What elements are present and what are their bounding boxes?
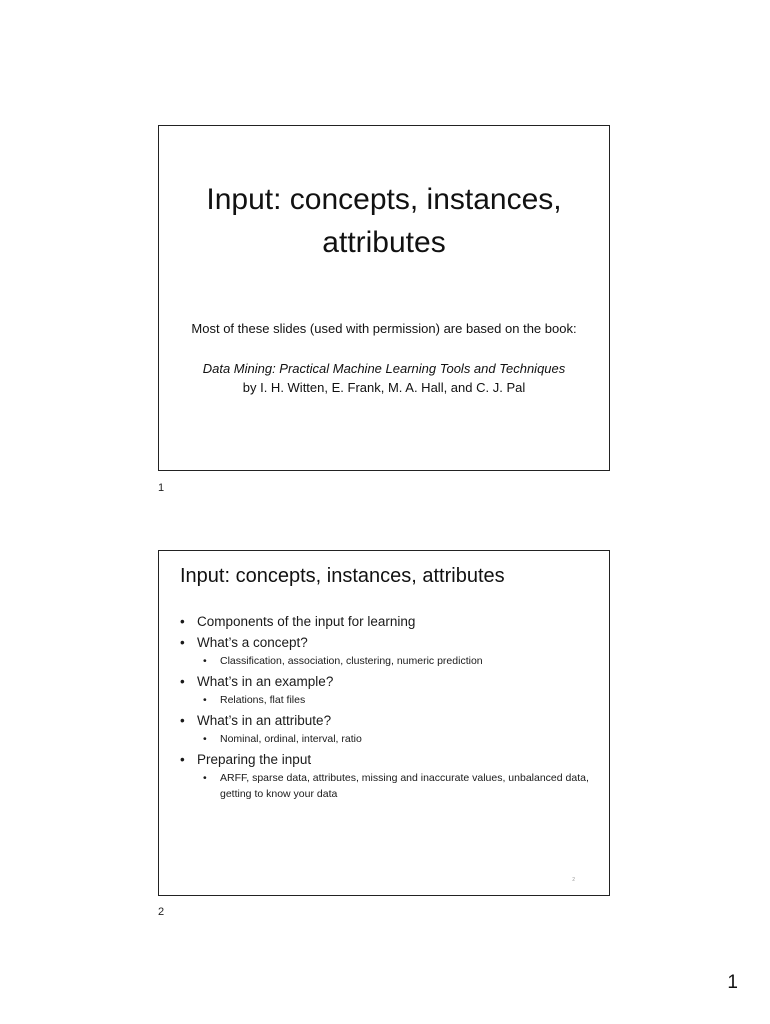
sub-bullet-item: • Nominal, ordinal, interval, ratio xyxy=(203,731,589,747)
slide-2-title: Input: concepts, instances, attributes xyxy=(180,565,505,587)
sub-bullet-item: • ARFF, sparse data, attributes, missing and inaccurate values, unbalanced data, getting to know your data xyxy=(203,770,589,802)
book-authors: by I. H. Witten, E. Frank, M. A. Hall, and C. J. Pal xyxy=(242,380,526,395)
page-number: 1 xyxy=(727,972,738,993)
slide-1-note: Most of these slides (used with permission) are based on the book: xyxy=(191,321,577,336)
bullet-item: • What’s in an example? xyxy=(180,671,589,692)
bullet-item: • Components of the input for learning xyxy=(180,611,589,632)
slide-1-book-info xyxy=(159,359,609,397)
sub-bullet-group xyxy=(180,653,589,669)
bullet-item: • Preparing the input xyxy=(180,749,589,770)
slide-1-title-line-1: Input: concepts, instances, xyxy=(206,183,562,216)
slide-2 xyxy=(158,550,610,896)
sub-bullet-group xyxy=(180,731,589,747)
sub-bullet-group xyxy=(180,770,589,802)
slide-2-bullet-list xyxy=(180,611,589,804)
slide-1-title xyxy=(159,178,609,264)
sub-bullet-group xyxy=(180,692,589,708)
slide-2-number: 2 xyxy=(158,906,165,918)
sub-bullet-item: • Classification, association, clustering, numeric prediction xyxy=(203,653,589,669)
bullet-item: • What’s a concept? xyxy=(180,632,589,653)
slide-1 xyxy=(158,125,610,471)
slide-1-number: 1 xyxy=(158,482,165,494)
bullet-item: • What’s in an attribute? xyxy=(180,710,589,731)
slide-2-footer-number: 2 xyxy=(572,877,575,883)
book-title: Data Mining: Practical Machine Learning Tools and Techniques xyxy=(202,361,566,376)
slide-1-title-line-2: attributes xyxy=(322,226,446,259)
sub-bullet-item: • Relations, flat files xyxy=(203,692,589,708)
